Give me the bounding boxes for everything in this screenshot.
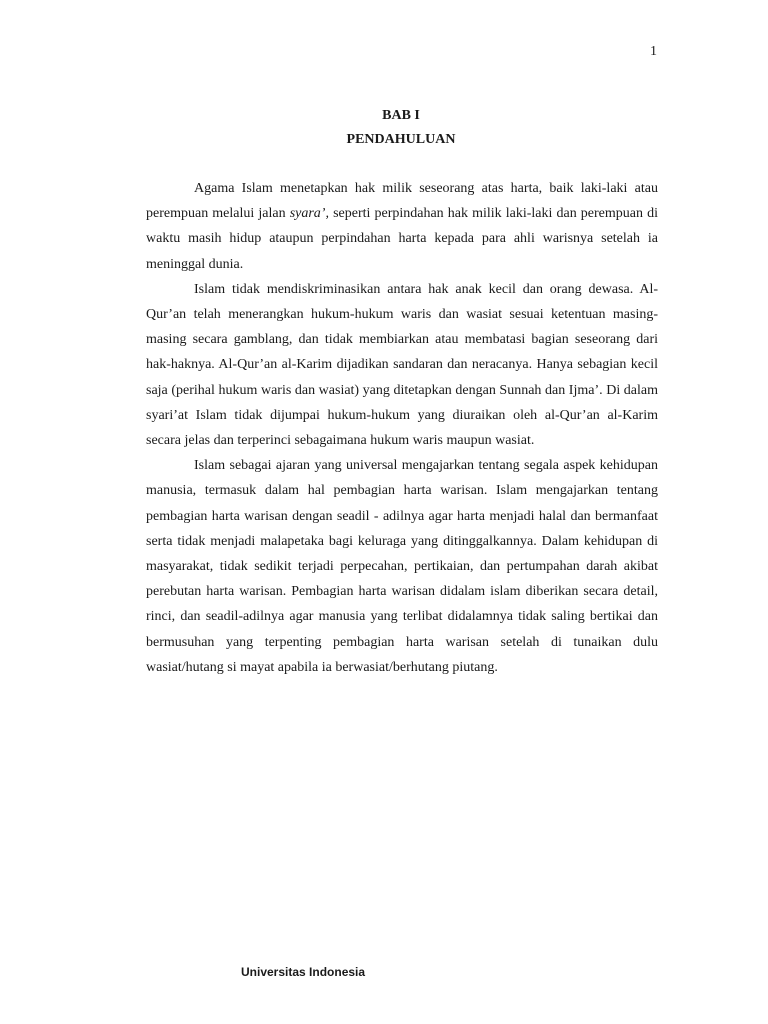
footer-institution: Universitas Indonesia bbox=[241, 965, 366, 979]
body-text bbox=[146, 176, 658, 680]
paragraph-1-text-start: Agama Islam menetapkan hak milik seseorang atas harta, baik laki-laki atau perempuan melalui jalan bbox=[146, 181, 658, 222]
paragraph-2: Islam tidak mendiskriminasikan antara hak anak kecil dan orang dewasa. Al-Qur’an telah menerangkan hukum-hukum waris dan wasiat sesuai ketentuan masing-masing secara gamblang, dan tidak membiarkan atau membatasi bagian seseorang dari hak-haknya. Al-Qur’an al-Karim dijadikan sandaran dan neracanya. Hanya sebagian kecil saja (perihal hukum waris dan wasiat) yang ditetapkan dengan Sunnah dan Ijma’. Di dalam syari’at Islam tidak dijumpai hukum-hukum yang diuraikan oleh al-Qur’an al-Karim secara jelas dan terperinci sebagaimana hukum waris maupun wasiat. bbox=[146, 281, 658, 449]
chapter-label: BAB I bbox=[382, 108, 420, 123]
paragraph-1 bbox=[146, 176, 658, 277]
page-number: 1 bbox=[650, 44, 657, 59]
paragraph-1-italic-term: syara’, bbox=[289, 206, 329, 222]
paragraph-1-text-end: seperti perpindahan hak milik laki-laki dan perempuan di waktu masih hidup ataupun perpindahan harta kepada para ahli warisnya setelah ia meninggal dunia. bbox=[146, 206, 658, 272]
chapter-heading bbox=[0, 104, 768, 152]
chapter-title: PENDAHULUAN bbox=[346, 132, 456, 147]
paragraph-3: Islam sebagai ajaran yang universal mengajarkan tentang segala aspek kehidupan manusia, termasuk dalam hal pembagian harta warisan. Islam mengajarkan tentang pembagian harta warisan dengan seadil - adilnya agar harta menjadi halal dan bermanfaat serta tidak menjadi malapetaka bagi keluraga yang ditinggalkannya. Dalam kehidupan di masyarakat, tidak sedikit terjadi perpecahan, pertikaian, dan pertumpahan darah akibat perebutan harta warisan. Pembagian harta warisan didalam islam diberikan secara detail, rinci, dan seadil-adilnya agar manusia yang terlibat didalamnya tidak saling bertikai dan bermusuhan yang terpenting pembagian harta warisan setelah di tunaikan dulu wasiat/hutang si mayat apabila ia berwasiat/berhutang piutang. bbox=[146, 458, 658, 675]
